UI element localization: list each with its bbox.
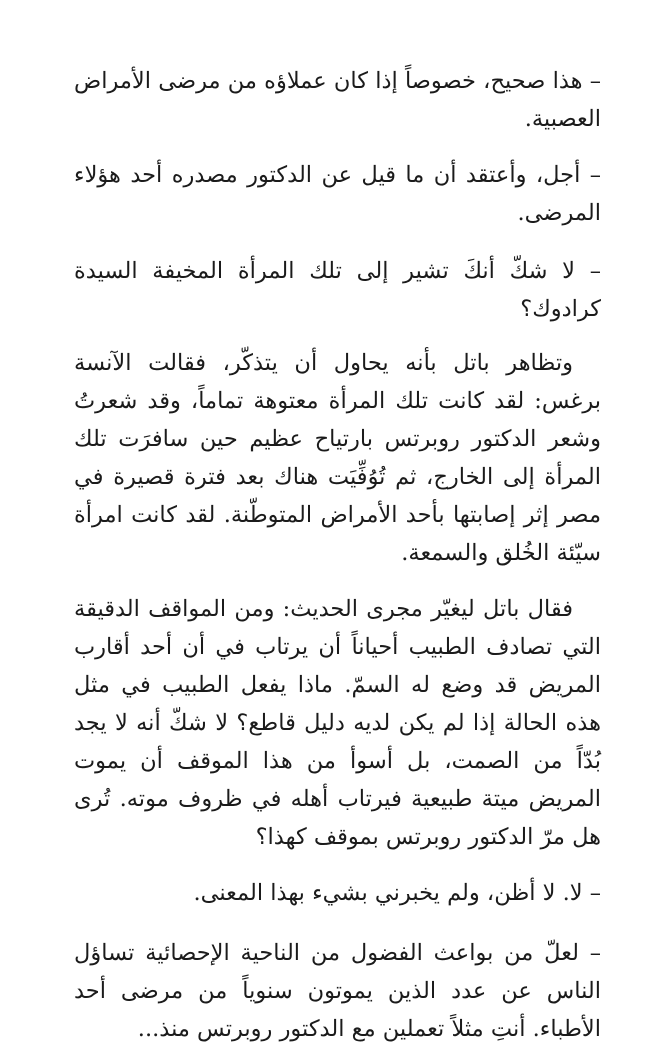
page-text — [74, 62, 601, 1048]
paragraph-2: – أجل، وأعتقد أن ما قيل عن الدكتور مصدره أحد هؤلاء المرضى. — [74, 162, 601, 226]
paragraph-5: فقال باتل ليغيّر مجرى الحديث: ومن المواقف الدقيقة التي تصادف الطبيب أحياناً أن يرتاب في أن أحد أقارب المريض قد وضع له السمّ. ماذا يفعل الطبيب في مثل هذه الحالة إذا لم يكن لديه دليل قاطع؟ لا شكّ أنه لا يجد بُدّاً من الصمت، بل أسوأ من هذا الموقف أن يموت المريض ميتة طبيعية فيرتاب أهله في ظروف موته. تُرى هل مرّ الدكتور روبرتس بموقف كهذا؟ — [74, 596, 601, 850]
paragraph-3: – لا شكّ أنكَ تشير إلى تلك المرأة المخيفة السيدة كرادوك؟ — [74, 258, 601, 322]
paragraph-4: وتظاهر باتل بأنه يحاول أن يتذكّر، فقالت الآنسة برغس: لقد كانت تلك المرأة معتوهة تماماً، وقد شعرتُ وشعر الدكتور روبرتس بارتياح عظيم حين سافرَت تلك المرأة إلى الخارج، ثم تُوُفِّيَت هناك بعد فترة قصيرة في مصر إثر إصابتها بأحد الأمراض المتوطّنة. لقد كانت امرأة سيّئة الخُلق والسمعة. — [74, 350, 601, 566]
paragraph-6: – لا. لا أظن، ولم يخبرني بشيء بهذا المعنى. — [193, 880, 601, 906]
paragraph-7: – لعلّ من بواعث الفضول من الناحية الإحصائية تساؤل الناس عن عدد الذين يموتون سنوياً من مرضى أحد الأطباء. أنتِ مثلاً تعملين مع الدكتور روبرتس منذ... — [74, 940, 601, 1042]
paragraph-1: – هذا صحيح، خصوصاً إذا كان عملاؤه من مرضى الأمراض العصبية. — [74, 68, 601, 132]
